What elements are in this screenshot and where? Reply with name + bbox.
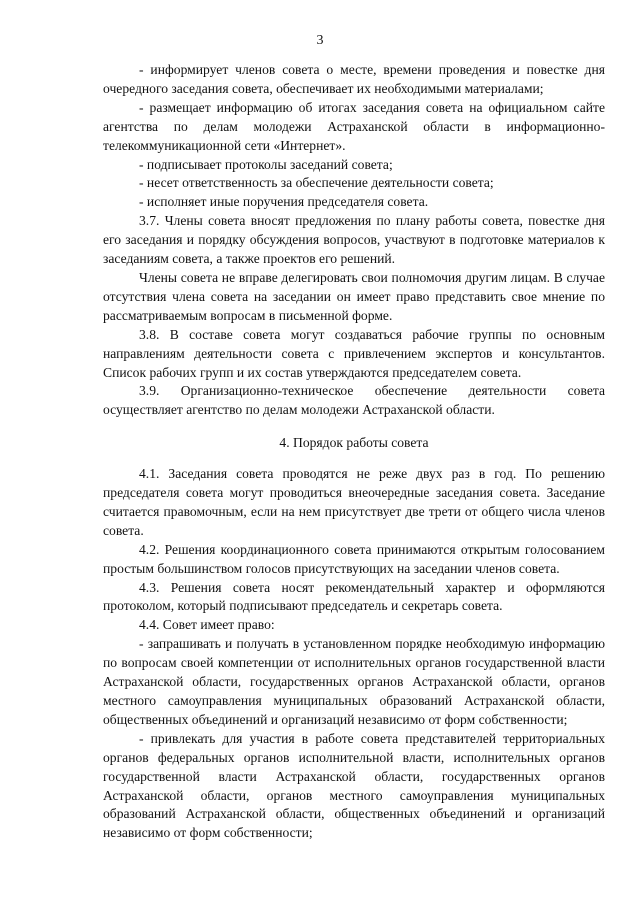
paragraph-other-orders: - исполняет иные поручения председателя совета. — [139, 194, 429, 210]
paragraph-4-4: 4.4. Совет имеет право: — [139, 617, 275, 633]
paragraph-signs-protocols: - подписывает протоколы заседаний совета; — [139, 156, 393, 172]
paragraph-3-7: 3.7. Члены совета вносят предложения по плану работы совета, повестке дня его заседания и порядку обсуждения вопросов, участвуют в подготовке материалов к заседаниям совета, а также проектов его решений. — [103, 213, 605, 267]
paragraph-no-delegation: Члены совета не вправе делегировать свои полномочия другим лицам. В случае отсутствия члена совета на заседании он имеет право представить свое мнение по рассматриваемым вопросам в письменной форме. — [103, 269, 605, 323]
paragraph-informs-members: - информирует членов совета о месте, времени проведения и повестке дня очередного заседания совета, обеспечивает их необходимыми материалами; — [103, 62, 605, 96]
section-heading: 4. Порядок работы совета — [279, 435, 429, 451]
document-body — [103, 61, 605, 843]
paragraph-responsibility: - несет ответственность за обеспечение деятельности совета; — [139, 175, 494, 191]
paragraph-4-2: 4.2. Решения координационного совета принимаются открытым голосованием простым большинством голосов присутствующих на заседании членов совета. — [103, 541, 605, 576]
paragraph-involve-representatives: - привлекать для участия в работе совета представителей территориальных органов федеральных органов исполнительной власти, исполнительных органов государственной власти Астраханской области, государственных органов Астраханской области, органов местного самоуправления муниципальных образований Астраханской области, общественных объединений и организаций независимо от форм собственности; — [103, 730, 605, 841]
paragraph-4-3: 4.3. Решения совета носят рекомендательный характер и оформляются протоколом, который подписывают председатель и секретарь совета. — [103, 579, 605, 614]
paragraph-3-9: 3.9. Организационно-техническое обеспечение деятельности совета осуществляет агентство по делам молодежи Астраханской области. — [103, 383, 605, 418]
paragraph-3-8: 3.8. В составе совета могут создаваться рабочие группы по основным направлениям деятельности совета с привлечением экспертов и консультантов. Список рабочих групп и их состав утверждаются председателем совета. — [103, 326, 605, 380]
page-number: 3 — [316, 33, 324, 48]
paragraph-publishes-info: - размещает информацию об итогах заседания совета на официальном сайте агентства по делам молодежи Астраханской области в информационно-телекоммуникационной сети «Интернет». — [103, 99, 605, 153]
paragraph-request-info: - запрашивать и получать в установленном порядке необходимую информацию по вопросам своей компетенции от исполнительных органов государственной власти Астраханской области, государственных органов Астраханской области, органов местного самоуправления муниципальных образований Астраханской области, общественных объединений и организаций независимо от форм собственности; — [103, 636, 605, 727]
paragraph-4-1: 4.1. Заседания совета проводятся не реже двух раз в год. По решению председателя совета могут проводиться внеочередные заседания совета. Заседание считается правомочным, если на нем присутствует две трети от общего числа членов совета. — [103, 466, 605, 538]
